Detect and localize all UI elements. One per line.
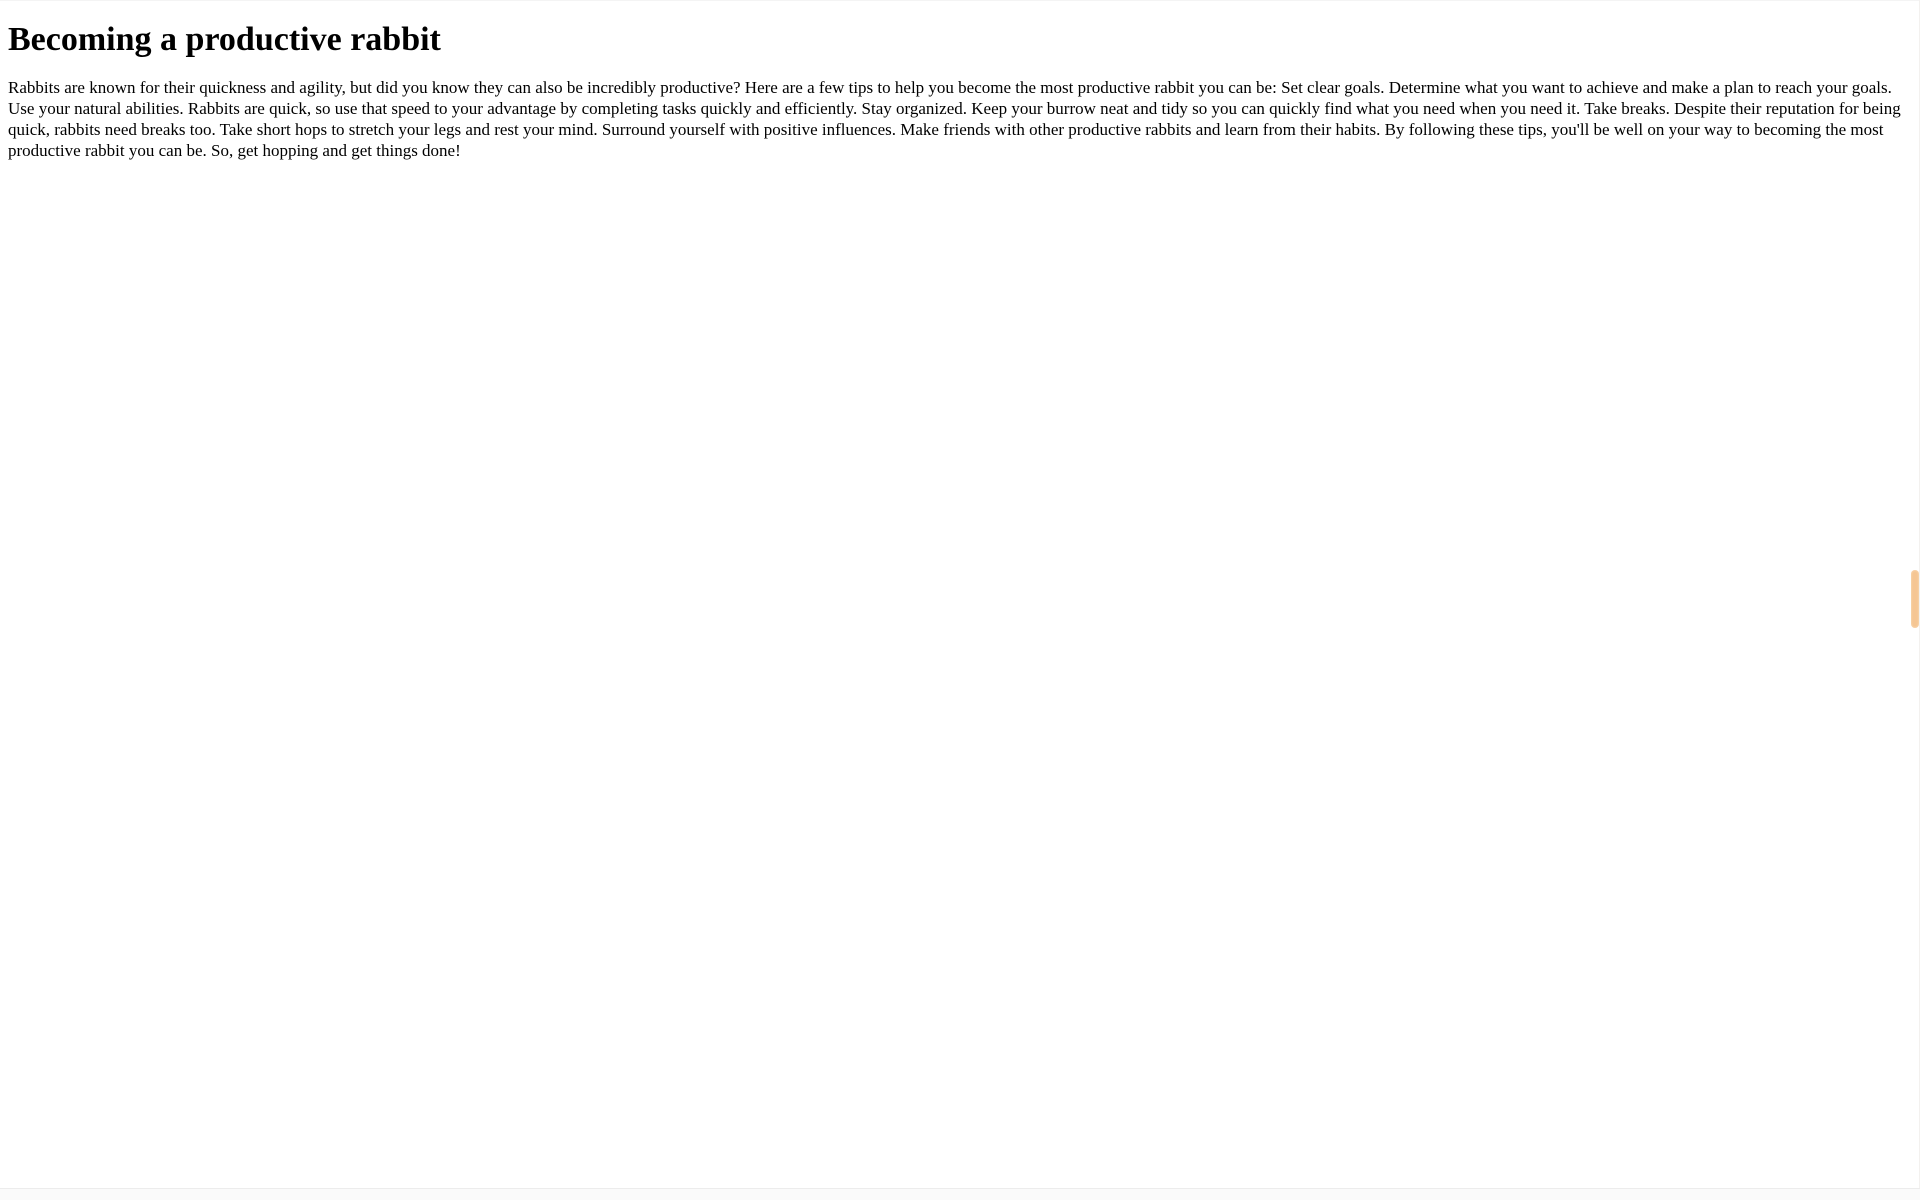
page-title: Becoming a productive rabbit xyxy=(8,21,441,58)
top-edge-hairline xyxy=(0,0,1920,1)
scrollbar-thumb[interactable] xyxy=(1911,570,1919,628)
article-paragraph: Rabbits are known for their quickness and agility, but did you know they can also be incredibly productive? Here are a few tips to help you become the most productive rabbit you can be: Set clear goals. Determine what you want to achieve and make a plan to reach your goals. Use your natural abilities. Rabbits are quick, so use that speed to your advantage by completing tasks quickly and efficiently. Stay organized. Keep your burrow neat and tidy so you can quickly find what you need when you need it. Take breaks. Despite their reputation for being quick, rabbits need breaks too. Take short hops to stretch your legs and rest your mind. Surround yourself with positive influences. Make friends with other productive rabbits and learn from their habits. By following these tips, you'll be well on your way to becoming the most productive rabbit you can be. So, get hopping and get things done! xyxy=(8,78,1901,160)
bottom-edge-strip xyxy=(0,1188,1920,1200)
article-content xyxy=(0,0,1920,161)
